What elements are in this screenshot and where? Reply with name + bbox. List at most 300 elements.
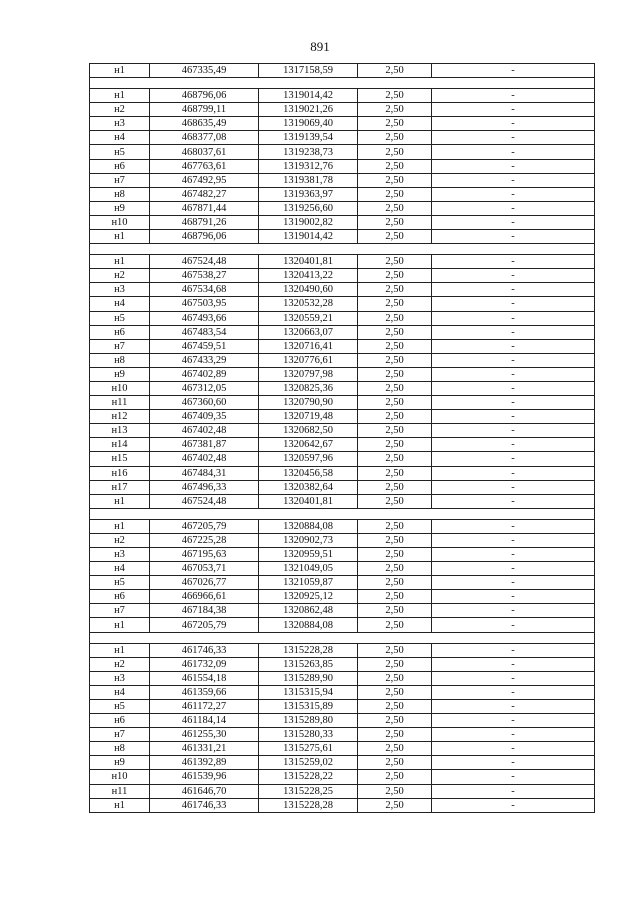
x-coordinate-cell: 467492,95 [150,173,259,187]
point-label-cell: н12 [90,410,150,424]
accuracy-cell: 2,50 [358,64,432,78]
accuracy-cell: 2,50 [358,230,432,244]
note-cell: - [432,297,595,311]
y-coordinate-cell: 1320825,36 [259,381,358,395]
note-cell: - [432,770,595,784]
point-label-cell: н6 [90,159,150,173]
y-coordinate-cell: 1320884,08 [259,519,358,533]
note-cell: - [432,410,595,424]
table-row [90,381,595,395]
point-label-cell: н1 [90,89,150,103]
point-label-cell: н3 [90,283,150,297]
note-cell: - [432,643,595,657]
accuracy-cell: 2,50 [358,657,432,671]
accuracy-cell: 2,50 [358,424,432,438]
point-label-cell: н10 [90,381,150,395]
note-cell: - [432,117,595,131]
accuracy-cell: 2,50 [358,643,432,657]
accuracy-cell: 2,50 [358,297,432,311]
table-row [90,480,595,494]
note-cell: - [432,714,595,728]
x-coordinate-cell: 467402,48 [150,452,259,466]
table-row [90,117,595,131]
x-coordinate-cell: 467195,63 [150,548,259,562]
note-cell: - [432,533,595,547]
point-label-cell: н1 [90,230,150,244]
accuracy-cell: 2,50 [358,494,432,508]
table-row [90,438,595,452]
x-coordinate-cell: 467312,05 [150,381,259,395]
note-cell: - [432,311,595,325]
note-cell: - [432,255,595,269]
y-coordinate-cell: 1320663,07 [259,325,358,339]
note-cell: - [432,325,595,339]
table-row [90,657,595,671]
note-cell: - [432,367,595,381]
x-coordinate-cell: 467205,79 [150,519,259,533]
x-coordinate-cell: 468377,08 [150,131,259,145]
table-row [90,311,595,325]
y-coordinate-cell: 1319002,82 [259,215,358,229]
note-cell: - [432,89,595,103]
group-separator-cell [90,632,595,643]
x-coordinate-cell: 466966,61 [150,590,259,604]
table-row [90,784,595,798]
note-cell: - [432,548,595,562]
point-label-cell: н2 [90,533,150,547]
accuracy-cell: 2,50 [358,452,432,466]
y-coordinate-cell: 1315228,28 [259,643,358,657]
table-row [90,173,595,187]
point-label-cell: н13 [90,424,150,438]
table-row [90,466,595,480]
table-row [90,230,595,244]
accuracy-cell: 2,50 [358,770,432,784]
point-label-cell: н7 [90,728,150,742]
point-label-cell: н4 [90,131,150,145]
table-row [90,590,595,604]
table-row [90,325,595,339]
y-coordinate-cell: 1315228,28 [259,798,358,812]
accuracy-cell: 2,50 [358,604,432,618]
accuracy-cell: 2,50 [358,784,432,798]
y-coordinate-cell: 1320682,50 [259,424,358,438]
point-label-cell: н4 [90,685,150,699]
table-row [90,728,595,742]
y-coordinate-cell: 1320401,81 [259,255,358,269]
y-coordinate-cell: 1319256,60 [259,201,358,215]
point-label-cell: н1 [90,64,150,78]
accuracy-cell: 2,50 [358,742,432,756]
y-coordinate-cell: 1315289,90 [259,671,358,685]
x-coordinate-cell: 461646,70 [150,784,259,798]
table-row [90,714,595,728]
note-cell: - [432,618,595,632]
x-coordinate-cell: 461331,21 [150,742,259,756]
table-row [90,618,595,632]
x-coordinate-cell: 461359,66 [150,685,259,699]
x-coordinate-cell: 461539,96 [150,770,259,784]
point-label-cell: н8 [90,742,150,756]
y-coordinate-cell: 1315275,61 [259,742,358,756]
note-cell: - [432,201,595,215]
x-coordinate-cell: 467225,28 [150,533,259,547]
y-coordinate-cell: 1315263,85 [259,657,358,671]
accuracy-cell: 2,50 [358,438,432,452]
note-cell: - [432,339,595,353]
x-coordinate-cell: 467483,54 [150,325,259,339]
y-coordinate-cell: 1320790,90 [259,396,358,410]
point-label-cell: н1 [90,519,150,533]
note-cell: - [432,173,595,187]
table-row [90,396,595,410]
point-label-cell: н9 [90,201,150,215]
x-coordinate-cell: 467503,95 [150,297,259,311]
note-cell: - [432,145,595,159]
table-row [90,742,595,756]
table-row [90,548,595,562]
point-label-cell: н2 [90,103,150,117]
note-cell: - [432,657,595,671]
accuracy-cell: 2,50 [358,89,432,103]
y-coordinate-cell: 1319069,40 [259,117,358,131]
note-cell: - [432,283,595,297]
point-label-cell: н6 [90,590,150,604]
x-coordinate-cell: 467381,87 [150,438,259,452]
point-label-cell: н9 [90,367,150,381]
point-label-cell: н3 [90,671,150,685]
note-cell: - [432,103,595,117]
y-coordinate-cell: 1320642,67 [259,438,358,452]
y-coordinate-cell: 1320597,96 [259,452,358,466]
point-label-cell: н10 [90,770,150,784]
y-coordinate-cell: 1315315,94 [259,685,358,699]
y-coordinate-cell: 1320559,21 [259,311,358,325]
x-coordinate-cell: 468791,26 [150,215,259,229]
x-coordinate-cell: 461255,30 [150,728,259,742]
table-row [90,201,595,215]
point-label-cell: н8 [90,187,150,201]
y-coordinate-cell: 1320456,58 [259,466,358,480]
x-coordinate-cell: 467763,61 [150,159,259,173]
y-coordinate-cell: 1319014,42 [259,230,358,244]
y-coordinate-cell: 1320862,48 [259,604,358,618]
accuracy-cell: 2,50 [358,699,432,713]
point-label-cell: н7 [90,173,150,187]
y-coordinate-cell: 1319238,73 [259,145,358,159]
group-separator-row [90,632,595,643]
note-cell: - [432,396,595,410]
y-coordinate-cell: 1320382,64 [259,480,358,494]
accuracy-cell: 2,50 [358,159,432,173]
y-coordinate-cell: 1315315,89 [259,699,358,713]
group-separator-row [90,78,595,89]
note-cell: - [432,480,595,494]
accuracy-cell: 2,50 [358,618,432,632]
point-label-cell: н1 [90,798,150,812]
accuracy-cell: 2,50 [358,480,432,494]
y-coordinate-cell: 1320413,22 [259,269,358,283]
accuracy-cell: 2,50 [358,562,432,576]
x-coordinate-cell: 467184,38 [150,604,259,618]
x-coordinate-cell: 468796,06 [150,230,259,244]
x-coordinate-cell: 468037,61 [150,145,259,159]
point-label-cell: н5 [90,311,150,325]
accuracy-cell: 2,50 [358,466,432,480]
x-coordinate-cell: 467482,27 [150,187,259,201]
x-coordinate-cell: 467534,68 [150,283,259,297]
x-coordinate-cell: 467871,44 [150,201,259,215]
table-row [90,798,595,812]
accuracy-cell: 2,50 [358,173,432,187]
accuracy-cell: 2,50 [358,714,432,728]
accuracy-cell: 2,50 [358,685,432,699]
table-row [90,159,595,173]
note-cell: - [432,519,595,533]
table-row [90,145,595,159]
table-row [90,533,595,547]
table-row [90,367,595,381]
accuracy-cell: 2,50 [358,117,432,131]
accuracy-cell: 2,50 [358,283,432,297]
accuracy-cell: 2,50 [358,311,432,325]
accuracy-cell: 2,50 [358,145,432,159]
y-coordinate-cell: 1320719,48 [259,410,358,424]
table-row [90,519,595,533]
point-label-cell: н5 [90,576,150,590]
x-coordinate-cell: 467433,29 [150,353,259,367]
x-coordinate-cell: 461746,33 [150,798,259,812]
x-coordinate-cell: 467496,33 [150,480,259,494]
note-cell: - [432,269,595,283]
coordinates-table-body [90,64,595,813]
x-coordinate-cell: 461746,33 [150,643,259,657]
accuracy-cell: 2,50 [358,103,432,117]
table-row [90,494,595,508]
accuracy-cell: 2,50 [358,381,432,395]
table-row [90,89,595,103]
point-label-cell: н10 [90,215,150,229]
point-label-cell: н5 [90,145,150,159]
note-cell: - [432,353,595,367]
point-label-cell: н16 [90,466,150,480]
point-label-cell: н5 [90,699,150,713]
table-row [90,685,595,699]
table-row [90,64,595,78]
y-coordinate-cell: 1321059,87 [259,576,358,590]
note-cell: - [432,187,595,201]
accuracy-cell: 2,50 [358,533,432,547]
point-label-cell: н8 [90,353,150,367]
group-separator-row [90,244,595,255]
table-row [90,339,595,353]
point-label-cell: н9 [90,756,150,770]
table-row [90,269,595,283]
point-label-cell: н6 [90,325,150,339]
y-coordinate-cell: 1319312,76 [259,159,358,173]
accuracy-cell: 2,50 [358,353,432,367]
x-coordinate-cell: 467205,79 [150,618,259,632]
page-number: 891 [310,39,330,54]
accuracy-cell: 2,50 [358,756,432,770]
x-coordinate-cell: 467053,71 [150,562,259,576]
note-cell: - [432,424,595,438]
point-label-cell: н3 [90,117,150,131]
y-coordinate-cell: 1319381,78 [259,173,358,187]
y-coordinate-cell: 1319014,42 [259,89,358,103]
point-label-cell: н1 [90,618,150,632]
x-coordinate-cell: 468635,49 [150,117,259,131]
accuracy-cell: 2,50 [358,255,432,269]
point-label-cell: н6 [90,714,150,728]
note-cell: - [432,671,595,685]
accuracy-cell: 2,50 [358,339,432,353]
x-coordinate-cell: 467026,77 [150,576,259,590]
y-coordinate-cell: 1319021,26 [259,103,358,117]
point-label-cell: н2 [90,657,150,671]
accuracy-cell: 2,50 [358,269,432,283]
point-label-cell: н1 [90,494,150,508]
point-label-cell: н7 [90,339,150,353]
point-label-cell: н4 [90,297,150,311]
x-coordinate-cell: 467409,35 [150,410,259,424]
point-label-cell: н4 [90,562,150,576]
x-coordinate-cell: 468799,11 [150,103,259,117]
table-row [90,643,595,657]
x-coordinate-cell: 467402,89 [150,367,259,381]
note-cell: - [432,604,595,618]
x-coordinate-cell: 467524,48 [150,255,259,269]
table-row [90,756,595,770]
accuracy-cell: 2,50 [358,215,432,229]
y-coordinate-cell: 1317158,59 [259,64,358,78]
table-row [90,353,595,367]
x-coordinate-cell: 461392,89 [150,756,259,770]
point-label-cell: н11 [90,784,150,798]
accuracy-cell: 2,50 [358,367,432,381]
accuracy-cell: 2,50 [358,396,432,410]
accuracy-cell: 2,50 [358,728,432,742]
coordinates-table [89,63,595,813]
note-cell: - [432,728,595,742]
table-row [90,410,595,424]
table-row [90,604,595,618]
group-separator-cell [90,244,595,255]
note-cell: - [432,784,595,798]
accuracy-cell: 2,50 [358,590,432,604]
x-coordinate-cell: 468796,06 [150,89,259,103]
y-coordinate-cell: 1320797,98 [259,367,358,381]
table-row [90,103,595,117]
note-cell: - [432,64,595,78]
note-cell: - [432,381,595,395]
y-coordinate-cell: 1315289,80 [259,714,358,728]
point-label-cell: н2 [90,269,150,283]
accuracy-cell: 2,50 [358,519,432,533]
point-label-cell: н15 [90,452,150,466]
y-coordinate-cell: 1320776,61 [259,353,358,367]
table-row [90,424,595,438]
x-coordinate-cell: 461732,09 [150,657,259,671]
point-label-cell: н3 [90,548,150,562]
table-row [90,187,595,201]
y-coordinate-cell: 1320532,28 [259,297,358,311]
note-cell: - [432,576,595,590]
x-coordinate-cell: 461172,27 [150,699,259,713]
table-row [90,255,595,269]
note-cell: - [432,685,595,699]
x-coordinate-cell: 467538,27 [150,269,259,283]
x-coordinate-cell: 461184,14 [150,714,259,728]
table-row [90,671,595,685]
note-cell: - [432,452,595,466]
accuracy-cell: 2,50 [358,201,432,215]
accuracy-cell: 2,50 [358,548,432,562]
note-cell: - [432,562,595,576]
group-separator-row [90,508,595,519]
point-label-cell: н7 [90,604,150,618]
y-coordinate-cell: 1320925,12 [259,590,358,604]
table-row [90,131,595,145]
x-coordinate-cell: 467459,51 [150,339,259,353]
y-coordinate-cell: 1320490,60 [259,283,358,297]
y-coordinate-cell: 1320884,08 [259,618,358,632]
group-separator-cell [90,508,595,519]
y-coordinate-cell: 1319363,97 [259,187,358,201]
x-coordinate-cell: 467402,48 [150,424,259,438]
note-cell: - [432,699,595,713]
note-cell: - [432,466,595,480]
y-coordinate-cell: 1321049,05 [259,562,358,576]
y-coordinate-cell: 1315259,02 [259,756,358,770]
y-coordinate-cell: 1315228,22 [259,770,358,784]
y-coordinate-cell: 1320716,41 [259,339,358,353]
table-row [90,215,595,229]
note-cell: - [432,742,595,756]
y-coordinate-cell: 1320959,51 [259,548,358,562]
x-coordinate-cell: 467360,60 [150,396,259,410]
table-row [90,699,595,713]
x-coordinate-cell: 467335,49 [150,64,259,78]
y-coordinate-cell: 1319139,54 [259,131,358,145]
note-cell: - [432,230,595,244]
note-cell: - [432,215,595,229]
x-coordinate-cell: 461554,18 [150,671,259,685]
accuracy-cell: 2,50 [358,131,432,145]
point-label-cell: н1 [90,255,150,269]
point-label-cell: н11 [90,396,150,410]
table-row [90,283,595,297]
x-coordinate-cell: 467493,66 [150,311,259,325]
note-cell: - [432,590,595,604]
y-coordinate-cell: 1315228,25 [259,784,358,798]
accuracy-cell: 2,50 [358,576,432,590]
accuracy-cell: 2,50 [358,187,432,201]
table-row [90,576,595,590]
note-cell: - [432,131,595,145]
group-separator-cell [90,78,595,89]
x-coordinate-cell: 467484,31 [150,466,259,480]
table-row [90,452,595,466]
note-cell: - [432,494,595,508]
point-label-cell: н1 [90,643,150,657]
y-coordinate-cell: 1320401,81 [259,494,358,508]
accuracy-cell: 2,50 [358,410,432,424]
note-cell: - [432,159,595,173]
note-cell: - [432,438,595,452]
table-row [90,562,595,576]
note-cell: - [432,798,595,812]
